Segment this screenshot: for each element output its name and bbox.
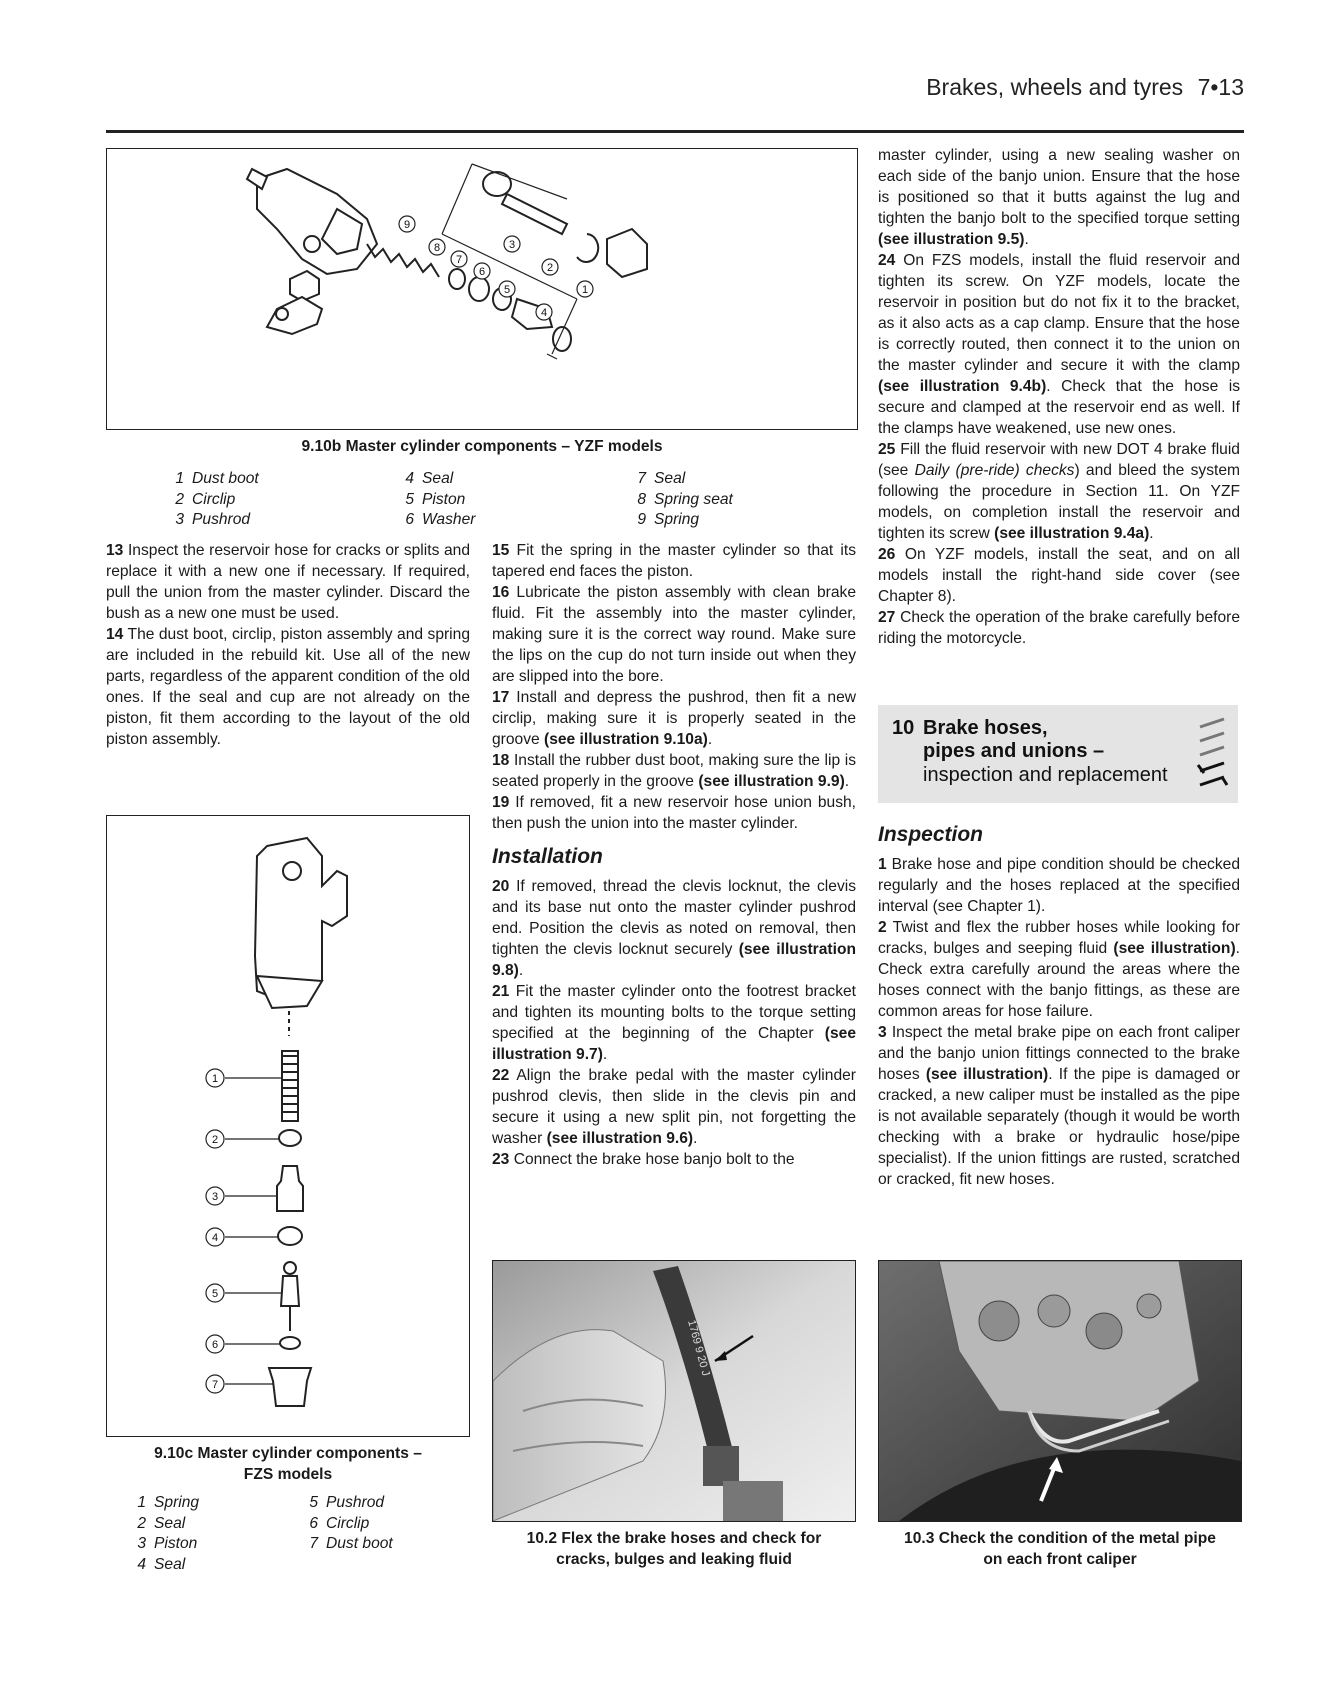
svg-text:9: 9 (403, 219, 411, 231)
column-1-text: 13 Inspect the reservoir hose for cracks or splits and replace it with a new one if necessary. If required, pull the union from the master cylinder. Discard the bush as a new one must be used. 14 The dust boot, circlip, piston assembly and spring are included in the rebuild kit. Use all of the new parts, regardless of the apparent condition of the old ones. If the seal and cup are not already on the piston, fit them according to the layout of the old piston assembly. (106, 542, 470, 748)
section-title-line1: Brake hoses, (923, 717, 1048, 739)
hose-flex-photo (493, 1261, 855, 1521)
svg-text:6: 6 (211, 1339, 219, 1351)
callout-3 (504, 236, 520, 252)
section-title-line3: inspection and replacement (923, 764, 1168, 786)
section-10-heading (878, 705, 1238, 803)
column-3-text-bottom: Inspection 1 Brake hose and pipe condition should be checked regularly and the hoses replaced at the specified interval (see Chapter 1). 2 Twist and flex the rubber hoses while looking for cracks, bulges and seeping fluid (see illustration). Check extra carefully around the areas where the hoses connect with the banjo fittings, as these are common areas for hose failure. 3 Inspect the metal brake pipe on each front caliper and the banjo union fittings connected to the brake hoses (see illustration). If the pipe is damaged or cracked, a new caliper must be installed as the pipe is not available separately (though it would be worth checking with a brake or hydraulic hose/pipe specialist). If the union fittings are rusted, scratched or cracked, fit new hoses. (878, 823, 1240, 1188)
callout-5 (499, 281, 515, 297)
section-number: 10 (892, 717, 915, 739)
callout-2 (206, 1130, 224, 1148)
callout-7 (451, 251, 467, 267)
caption-9-10c: 9.10c Master cylinder components – FZS models (154, 1445, 422, 1483)
callout-2 (542, 259, 558, 275)
difficulty-wrench-icon (1194, 715, 1230, 795)
page-number: 7•13 (1197, 74, 1244, 100)
callout-5 (206, 1284, 224, 1302)
chapter-title: Brakes, wheels and tyres (926, 74, 1184, 100)
callout-1 (206, 1069, 224, 1087)
figure-9-10c (106, 815, 470, 1437)
svg-text:5: 5 (503, 284, 511, 296)
installation-heading: Installation (492, 845, 603, 868)
callout-6 (206, 1335, 224, 1353)
svg-text:6: 6 (478, 266, 486, 278)
yzf-exploded-diagram (107, 149, 856, 428)
header-rule (106, 130, 1244, 133)
column-2-text: 15 Fit the spring in the master cylinder so that its tapered end faces the piston. 16 Lubricate the piston assembly with clean brake fluid. Fit the assembly into the master cylinder, making sure it is the correct way round. Make sure the lips on the cup do not turn inside out when they are slipped into the bore. 17 Install and depress the pushrod, then fit a new circlip, making sure it is properly seated in the groove (see illustration 9.10a). 18 Install the rubber dust boot, making sure the lip is seated properly in the groove (see illustration 9.9). 19 If removed, fit a new reservoir hose union bush, then push the union into the master cylinder. Installation 20 If removed, thread the clevis locknut, the clevis and its base nut onto the master cylinder pushrod end. Position the clevis as noted on removal, then tighten the clevis locknut securely (see illustration 9.8). 21 Fit the master cylinder onto the footrest bracket and tighten its mounting bolts to the torque setting specified at the beginning of the Chapter (see illustration 9.7). 22 Align the brake pedal with the master cylinder pushrod clevis, then slide in the clevis pin and secure it using a new split pin, not forgetting the washer (see illustration 9.6). 23 Connect the brake hose banjo bolt to the (492, 542, 857, 1168)
svg-text:1: 1 (581, 284, 589, 296)
svg-text:7: 7 (211, 1379, 219, 1391)
section-title-line2: pipes and unions – (923, 740, 1105, 762)
photo-10-2 (492, 1260, 856, 1522)
callout-3 (206, 1187, 224, 1205)
column-3-text-top: master cylinder, using a new sealing washer on each side of the banjo union. Ensure that the hose is positioned so that it butts against the lug and tighten the banjo bolt to the specified torque setting (see illustration 9.5). 24 On FZS models, install the fluid reservoir and tighten its screw. On YZF models, locate the reservoir in position but do not fix it to the bracket, as it also acts as a cap clamp. Ensure that the hose is correctly routed, then connect it to the union on the master cylinder and secure it with the clamp (see illustration 9.4b). Check that the hose is secure and clamped at the reservoir end as well. If the clamps have weakened, use new ones. 25 Fill the fluid reservoir with new DOT 4 brake fluid (see Daily (pre-ride) checks) and bleed the system following the procedure in Section 11. On YZF models, on completion install the reservoir and tighten its screw (see illustration 9.4a). 26 On YZF models, install the seat, and on all models install the right-hand side cover (see Chapter 8). 27 Check the operation of the brake carefully before riding the motorcycle. (878, 147, 1240, 647)
callout-4 (536, 304, 552, 320)
caliper-pipe-photo (879, 1261, 1241, 1521)
caption-9-10b: 9.10b Master cylinder components – YZF models (301, 438, 663, 455)
svg-text:4: 4 (211, 1232, 219, 1244)
svg-text:1769 9 20 J: 1769 9 20 J (685, 1318, 712, 1378)
photo-10-3 (878, 1260, 1242, 1522)
callout-7 (206, 1375, 224, 1393)
svg-text:7: 7 (455, 254, 463, 266)
svg-text:4: 4 (540, 307, 548, 319)
callout-9 (399, 216, 415, 232)
svg-text:3: 3 (508, 239, 516, 251)
svg-text:8: 8 (433, 242, 441, 254)
svg-text:1: 1 (211, 1073, 219, 1085)
svg-text:2: 2 (546, 262, 554, 274)
svg-text:3: 3 (211, 1191, 219, 1203)
fzs-exploded-diagram (107, 816, 468, 1435)
caption-10-2: 10.2 Flex the brake hoses and check for cracks, bulges and leaking fluid (526, 1530, 822, 1568)
svg-text:2: 2 (211, 1134, 219, 1146)
inspection-heading: Inspection (878, 823, 984, 846)
callout-4 (206, 1228, 224, 1246)
callout-6 (474, 263, 490, 279)
figure-9-10b (106, 148, 858, 430)
svg-text:5: 5 (211, 1288, 219, 1300)
caption-10-3: 10.3 Check the condition of the metal pipe on each front caliper (904, 1530, 1216, 1568)
page-header (926, 74, 1244, 101)
callout-8 (429, 239, 445, 255)
callout-1 (577, 281, 593, 297)
